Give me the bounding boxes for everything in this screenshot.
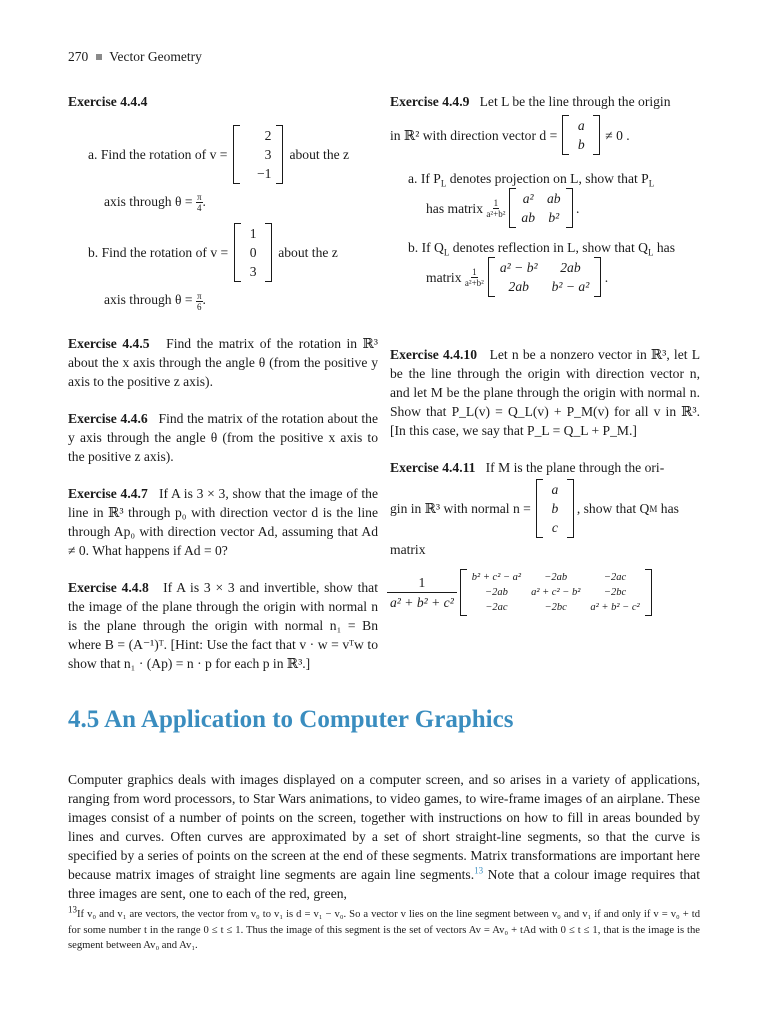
numerator: π xyxy=(196,192,202,203)
matrix-entry: −2bc xyxy=(603,587,627,598)
numerator: 1 xyxy=(493,197,499,208)
exercise-part-b-matrix: matrix $\frac{1}{\text{a²+b²}}$ a² − b² 2ab 2ab b² − a² . xyxy=(426,257,700,297)
numerator: 1 xyxy=(472,266,477,277)
subscript: L xyxy=(647,247,654,258)
vector-entry: a xyxy=(577,118,585,133)
matrix xyxy=(488,257,601,297)
matrix-entry: a² + c² − b² xyxy=(531,587,581,598)
exercise-text: Find the matrix of the rotation in ℝ³ about the x axis through the angle θ (from the positive y axis to the positive z axis). xyxy=(68,335,379,389)
part-text: denotes projection on L, show that P xyxy=(449,171,649,186)
footnote-text: If v₀ and v₁ are vectors, the vector from v₀ to v₁ is d = v₁ − v₀. So a vector v lies on the line segment between v₀ and v₁ if and only if v = v₀ + td for some number t in the range 0 ≤ t ≤ 1. Thus the image of this segment is the set of vectors Av = Av₀ + tAd with 0 ≤ t ≤ 1, that is the image is the segment between Av₀ and Av₁. xyxy=(68,909,700,951)
matrix-entry: b² − a² xyxy=(551,279,590,294)
subscript: L xyxy=(440,178,447,189)
exercise-part-a-line2: axis through θ = $\frac{\pi}{4}$ . xyxy=(104,192,206,214)
matrix-entry: b² xyxy=(548,210,560,225)
matrix-entry: −2ac xyxy=(485,602,508,613)
exercise-4-4-10 xyxy=(390,345,700,440)
matrix-entry: −2bc xyxy=(544,602,567,613)
exercise-title: Exercise 4.4.4 xyxy=(68,94,148,109)
exercise-text: If A is 3 × 3 and invertible, show that the image of the plane through the origin with normal n is the plane through the origin with normal n₁ = Bn where B = (A⁻¹)ᵀ. [Hint: Use the fact that v · w = vᵀw to show that n₁ · (Ap) = n · p for each p in ℝ³.] xyxy=(68,579,378,671)
exercise-text: If A is 3 × 3, show that the image of the line in ℝ³ through p₀ with direction vector d is the line through Ap₀ with direction vector Ad, assuming that Ad ≠ 0. What happens if Ad = 0? xyxy=(68,485,378,558)
column-vector xyxy=(562,115,600,155)
part-text: about the z xyxy=(278,245,338,261)
numerator: 1 xyxy=(387,573,457,593)
matrix-entry: ab xyxy=(521,210,535,225)
exercise-part-b xyxy=(408,238,700,257)
vector-entry: 0 xyxy=(249,245,257,261)
exercise-text: gin in ℝ³ with normal n = xyxy=(390,501,531,516)
exercise-4-4-9-line2 xyxy=(390,115,700,155)
exercise-4-4-11-line2: gin in ℝ³ with normal n = a b c , show that Q M has xyxy=(390,479,700,538)
vector-entry: 1 xyxy=(249,226,257,242)
matrix-entry: 2ab xyxy=(508,279,529,294)
exercise-text: has xyxy=(660,501,679,516)
fraction xyxy=(390,573,454,612)
denominator: a²+b² xyxy=(486,208,506,219)
exercise-4-4-11-matrix xyxy=(390,569,700,616)
section-title: 4.5 An Application to Computer Graphics xyxy=(68,706,514,733)
subscript: L xyxy=(648,178,655,189)
part-text: denotes reflection in L, show that Q xyxy=(452,240,648,255)
exercise-text: matrix xyxy=(390,542,426,557)
exercise-part-b xyxy=(88,223,378,282)
part-text: has xyxy=(656,240,675,255)
exercise-4-4-8 xyxy=(68,578,378,673)
part-text: b. Find the rotation of v = xyxy=(88,245,229,261)
vector-entry: 2 xyxy=(264,128,272,143)
page-number: 270 xyxy=(68,49,89,64)
part-text: matrix xyxy=(426,269,462,285)
exercise-part-a xyxy=(408,169,700,188)
exercise-part-b-line2: axis through θ = $\frac{\pi}{6}$ . xyxy=(104,290,206,312)
part-text: b. If Q xyxy=(408,240,444,255)
exercise-title: Exercise 4.4.6 xyxy=(68,410,148,426)
matrix-entry: −2ab xyxy=(544,572,568,583)
exercise-4-4-11 xyxy=(390,458,700,477)
part-text: axis through θ = xyxy=(104,292,193,308)
matrix-entry: −2ac xyxy=(603,572,627,583)
subscript: L xyxy=(443,247,450,258)
running-title: Vector Geometry xyxy=(109,49,202,64)
footnote-mark: 13 xyxy=(474,865,484,876)
vector-entry: c xyxy=(551,520,558,535)
exercise-text: Let L be the line through the origin xyxy=(479,94,671,109)
left-column xyxy=(68,92,378,673)
column-vector xyxy=(536,479,574,538)
exercise-4-4-7 xyxy=(68,484,378,560)
part-text: a. If P xyxy=(408,171,441,186)
fraction xyxy=(486,198,505,219)
exercise-title: Exercise 4.4.10 xyxy=(390,347,477,362)
vector-entry: 3 xyxy=(264,147,272,162)
exercise-text: Let n be a nonzero vector in ℝ³, let L be the line through the origin with direction vector n, and let M be the plane through the origin with normal n. Show that P_L(v) = Q_L(v) + P_M(v) for all v in ℝ³. [In this case, we say that P_L = Q_L + P_M.] xyxy=(390,347,701,438)
numerator: π xyxy=(196,290,202,301)
exercise-text: ≠ 0 . xyxy=(605,127,630,143)
body-paragraph xyxy=(68,770,700,903)
vector-entry: b xyxy=(577,137,585,152)
right-column xyxy=(390,92,700,616)
vector-entry: b xyxy=(551,501,559,516)
matrix-entry: ab xyxy=(546,191,561,206)
fraction xyxy=(465,267,484,288)
column-vector xyxy=(233,125,283,184)
footnote xyxy=(68,904,700,954)
running-header xyxy=(68,47,202,66)
part-text: a. Find the rotation of v = xyxy=(88,147,228,162)
matrix-entry: a² xyxy=(522,191,534,206)
exercise-text: in ℝ² with direction vector d = xyxy=(390,127,558,143)
exercise-title: Exercise 4.4.9 xyxy=(390,94,470,109)
vector-entry: 3 xyxy=(249,264,257,280)
exercise-4-4-5 xyxy=(68,334,378,391)
fraction xyxy=(196,192,203,213)
matrix-entry: 2ab xyxy=(560,260,581,275)
exercise-part-a xyxy=(88,125,378,184)
column-vector xyxy=(234,223,272,282)
denominator: 4 xyxy=(196,203,202,214)
exercise-text: , show that Q xyxy=(576,501,650,516)
body-text: Computer graphics deals with images displayed on a computer screen, and so arises in a variety of applications, ranging from word processors, to Star Wars animations, to video games, to wire-frame images of an airplane. These images consist of a number of points on the screen, together with instructions on how to fill in areas bounded by lines and curves. Often curves are approximated by a set of short straight-line segments, so that the curve is specified by a series of points on the screen at the end of these segments. Matrix transformations are important here because matrix images of straight line segments are again line segments. xyxy=(68,772,700,882)
exercise-text: Find the matrix of the rotation about the y axis through the angle θ (from the positive x axis to the positive z axis). xyxy=(68,410,378,464)
matrix-entry: −2ab xyxy=(485,587,508,598)
exercise-part-a-matrix: has matrix $\frac{1}{\text{a²+b²}}$ a² ab ab b² . xyxy=(426,188,700,228)
exercise-title: Exercise 4.4.7 xyxy=(68,485,148,501)
denominator: a² + b² + c² xyxy=(390,595,454,610)
fraction xyxy=(196,291,203,312)
exercise-text: If M is the plane through the ori- xyxy=(485,460,665,475)
matrix xyxy=(460,569,652,616)
exercise-4-4-9 xyxy=(390,92,700,111)
exercise-4-4-6 xyxy=(68,409,378,466)
vector-entry: a xyxy=(551,482,559,497)
exercise-title: Exercise 4.4.5 xyxy=(68,335,150,351)
matrix xyxy=(509,188,572,228)
matrix-entry: a² − b² xyxy=(499,260,538,275)
matrix-entry: b² + c² − a² xyxy=(471,572,522,583)
part-text: axis through θ = xyxy=(104,194,193,209)
part-text: about the z xyxy=(289,147,350,162)
exercise-title: Exercise 4.4.8 xyxy=(68,579,149,595)
body-text: Note that a colour image requires that three images are sent, one to each of the red, green, xyxy=(68,867,700,901)
exercise-title: Exercise 4.4.11 xyxy=(390,460,476,475)
vector-entry: −1 xyxy=(256,166,272,181)
denominator: 6 xyxy=(196,301,202,312)
separator-square-icon xyxy=(96,54,102,60)
denominator: a²+b² xyxy=(464,277,484,288)
footnote-mark: 13 xyxy=(68,904,77,915)
matrix-entry: a² + b² − c² xyxy=(590,602,640,613)
part-text: has matrix xyxy=(426,200,484,216)
